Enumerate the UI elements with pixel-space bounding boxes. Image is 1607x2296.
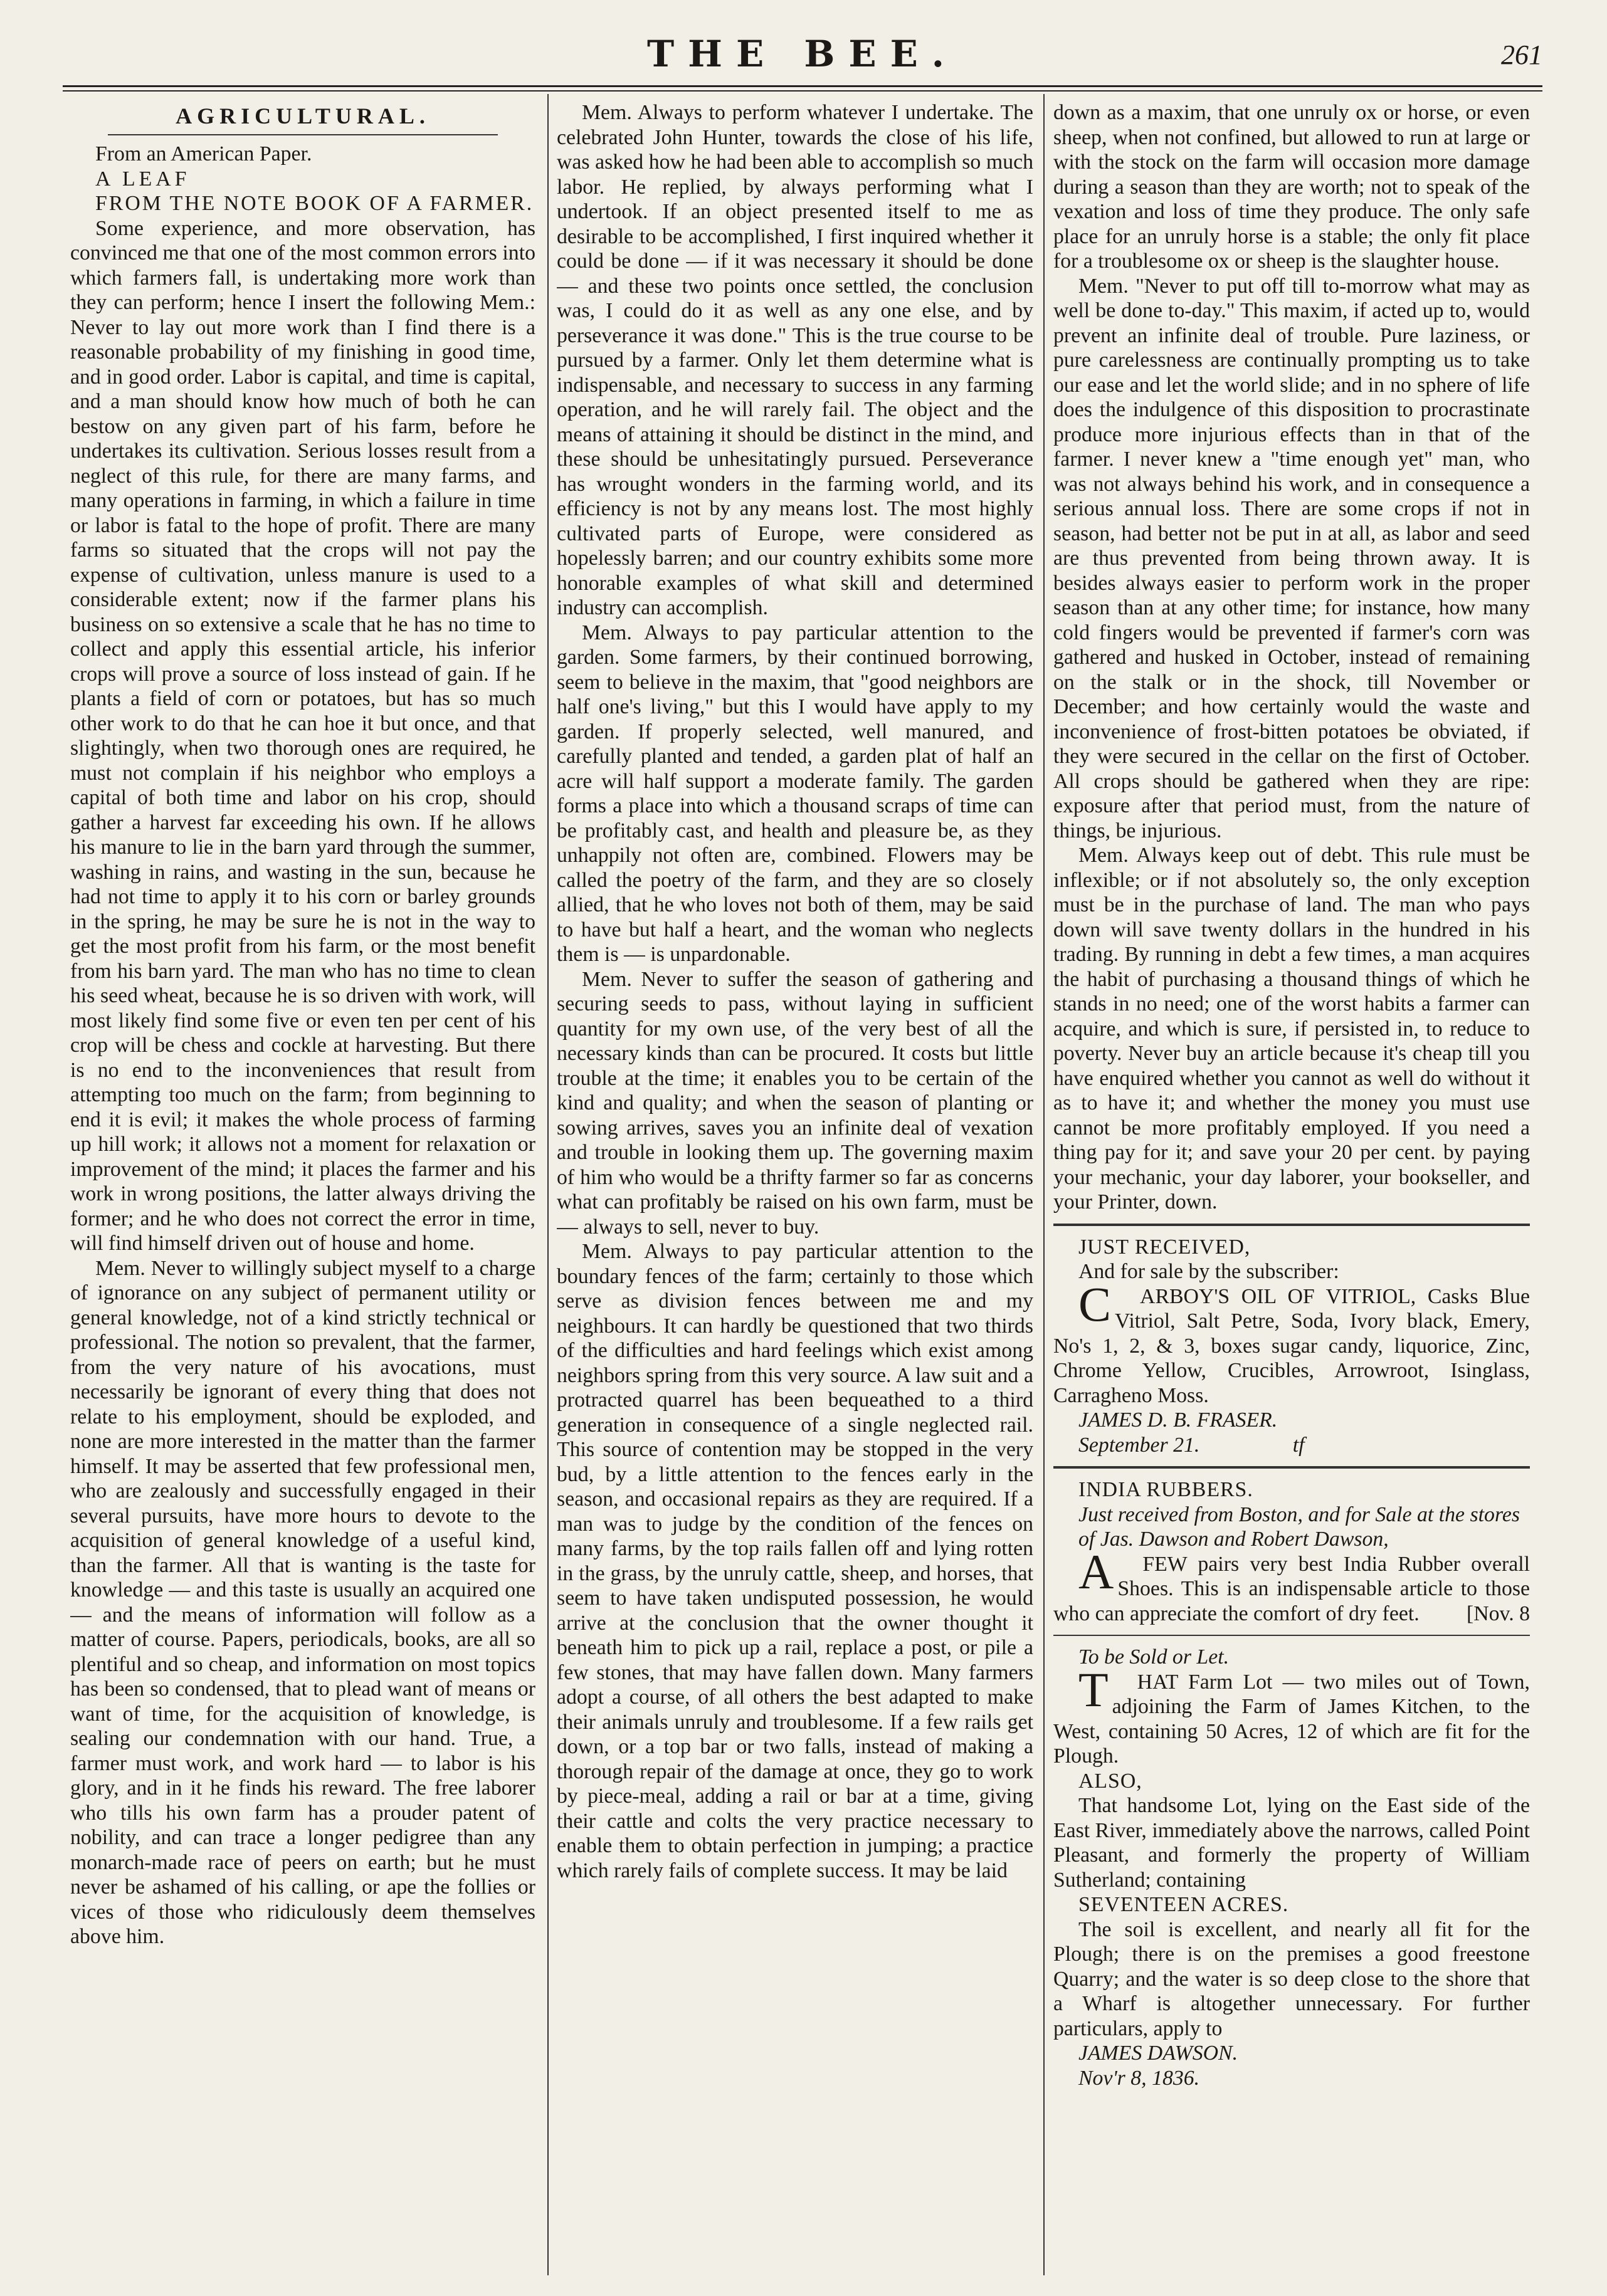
advertisement-vitriol	[1053, 1235, 1530, 1458]
ad-heading: To be Sold or Let.	[1078, 1645, 1230, 1669]
ad-body	[1053, 1662, 1530, 1769]
ad-acres: SEVENTEEN ACRES.	[1078, 1893, 1289, 1916]
article-paragraph: Mem. Never to willingly subject myself to a charge of ignorance on any subject of permanent utility or general knowledge, not of a kind strictly technical or professional. The notion so prevalent, that the farmer, from the very nature of his avocations, must necessarily be ignorant of every thing that does not relate to his employment, should be exploded, and none are more interested in the matter than the farmer himself. It may be asserted that few professional men, who are zealously and successfully engaged in their several pursuits, have more hours to devote to the acquisition of general knowledge of a useful kind, than the farmer. All that is wanting is the taste for knowledge — and this taste is usually an acquired one — and the means of information will follow as a matter of course. Papers, periodicals, books, are all so plentiful and so cheap, and information on most topics has been so condensed, that to plead want of means or want of time, for the acquisition of knowledge, is sealing our condemnation with our hand. True, a farmer must work, and work hard — to labor is his glory, and in it he finds his reward. The free laborer who tills his own farm has a prouder patent of nobility, and can trace a longer pedigree than any monarch-made race of peers on earth; but he must never be ashamed of his calling, or ape the follies or vices of those who ridiculously deem themselves above him.	[70, 1256, 535, 1948]
ad-signature: JAMES D. B. FRASER.	[1078, 1408, 1278, 1432]
advertisement-india-rubbers	[1053, 1477, 1530, 1626]
ad-date-text: September 21.	[1078, 1433, 1200, 1457]
ad-subheading: And for sale by the subscriber:	[1078, 1260, 1339, 1283]
page-number: 261	[1501, 39, 1542, 70]
header-rule-thin	[63, 90, 1542, 92]
ad-separator	[1053, 1224, 1530, 1226]
header-rule	[63, 85, 1542, 87]
article-source: From an American Paper.	[95, 142, 312, 165]
ad-separator	[1053, 1635, 1530, 1636]
article-paragraph: Mem. Always to pay particular attention to the boundary fences of the farm; certainly to those which serve as division fences between me and my neighbours. It can hardly be questioned that two thirds of the difficulties and hard feelings which exist among neighbors spring from this very source. A law suit and a protracted quarrel has been bequeathed to a third generation in consequence of a single neglected rail. This source of contention may be stopped in the very bud, by a little attention to the fences early in the season, and occasional repairs as they are required. If a man was to judge by the condition of the fences on many farms, by the top rails fallen off and lying rotten in the grass, by the unruly cattle, sheep, and horses, that seem to have taken undisputed possession, he would arrive at the conclusion that the owner thought it beneath him to pick up a rail, replace a post, or pile a few stones, that may have fallen down. Many farmers adopt a course, of all others the best adapted to make their animals unruly and troublesome. If a few rails get down, or a top bar or two falls, instead of making a thorough repair of the damage at once, they go to work by piece-meal, adding a rail or bar at a time, giving their cattle and colts the very practice necessary to enable them to obtain perfection in jumping; a practice which rarely fails of complete success. It may be laid	[557, 1240, 1033, 1882]
newspaper-title: THE BEE.	[647, 33, 958, 75]
article-subtitle: FROM THE NOTE BOOK OF A FARMER.	[95, 192, 534, 215]
ad-lead: ARBOY'S OIL OF VITRIOL, Casks	[1140, 1284, 1478, 1308]
column-3	[1053, 100, 1530, 2275]
article-paragraph: Mem. Never to suffer the season of gathering and securing seeds to pass, without laying in sufficient quantity for my own use, of the very best of all the necessary kinds than can be procured. It costs but little trouble at the time; it enables you to be certain of the kind and quality; and when the season of planting or sowing arrives, saves you an infinite deal of vexation and trouble in looking them up. The governing maxim of him who would be a thrifty farmer so far as concerns what can profitably be raised on his own farm, must be — always to sell, never to buy.	[557, 967, 1033, 1239]
section-title: AGRICULTURAL.	[176, 103, 430, 128]
article-paragraph: Mem. Always to perform whatever I undertake. The celebrated John Hunter, towards the close of his life, was asked how he had been able to accomplish so much labor. He replied, by always performing what I undertook. If an object presented itself to me as desirable to be accomplished, I first inquired whether it could be done — if it was necessary it should be done — and these two points once settled, the conclusion was, I could do it as well as any one else, and by perseverance it was done." This is the true course to be pursued by a farmer. Only let them determine what is indispensable, and necessary to success in any farming operation, and he will rarely fail. The object and the means of attaining it should be distinct in the mind, and these should be unhesitatingly pursued. Perseverance has wrought wonders in the farming world, and its efficiency is not by any means lost. The most highly cultivated parts of Europe, were considered as hopelessly barren; and our country exhibits some more honorable examples of what skill and determined industry can accomplish.	[557, 101, 1033, 619]
drop-cap: C	[1078, 1276, 1112, 1331]
ad-also: ALSO,	[1078, 1769, 1142, 1793]
ad-text: FEW pairs very best India Rubber overall Shoes. This is an indispensable article to those who can appreciate the comfort of dry feet.	[1053, 1552, 1530, 1625]
ad-body: The soil is excellent, and nearly all fit for the Plough; there is on the premises a good freestone Quarry; and the water is so deep close to the shore that a Wharf is altogether unnecessary. For further particulars, apply to	[1053, 1917, 1530, 2040]
section-rule	[108, 134, 498, 135]
ad-heading: INDIA RUBBERS.	[1078, 1478, 1253, 1501]
ad-date	[1053, 1433, 1530, 1458]
drop-cap: A	[1078, 1544, 1114, 1599]
column-divider	[547, 94, 549, 2275]
ad-tf: tf	[1292, 1433, 1305, 1457]
advertisement-farm-lot	[1053, 1645, 1530, 2090]
ad-subheading: Just received from Boston, and for Sale at the stores	[1078, 1502, 1520, 1526]
column-1	[70, 100, 535, 2275]
ad-text: Blue Vitriol, Salt Petre, Soda, Ivory black, Emery, No's 1, 2, & 3, boxes sugar candy, liquorice, Zinc, Chrome Yellow, Crucibles, Arrowroot, Isinglass, Carragheno Moss.	[1053, 1284, 1530, 1407]
ad-body: That handsome Lot, lying on the East side of the East River, immediately above the narrows, called Point Pleasant, and formerly the property of William Sutherland; containing	[1053, 1794, 1530, 1892]
drop-cap: T	[1078, 1662, 1109, 1717]
ad-date: [Nov. 8	[1466, 1601, 1530, 1625]
ad-text: HAT Farm Lot — two miles out of Town, adjoining the Farm of James Kitchen, to the West, containing 50 Acres, 12 of which are fit for the Plough.	[1053, 1670, 1530, 1768]
ad-body	[1053, 1276, 1530, 1408]
ad-body	[1053, 1544, 1530, 1627]
column-divider	[1043, 94, 1045, 2275]
article-paragraph: Mem. Always to pay particular attention to the garden. Some farmers, by their continued borrowing, seem to believe in the maxim, that "good neighbors are half one's living," but this I would have apply to my garden. If properly selected, well manured, and carefully planted and tended, a garden plat of half an acre will half support a moderate family. The garden forms a place into which a thousand scraps of time can be profitably cast, and health and pleasure be, as they unhappily not often are, combined. Flowers may be called the poetry of the farm, and they are so closely allied, that he who loves not both of them, may be said to have but half a heart, and the woman who neglects them is — is unpardonable.	[557, 621, 1033, 966]
article-paragraph: Mem. "Never to put off till to-morrow what may as well be done to-day." This maxim, if acted up to, would prevent an infinite deal of trouble. Pure laziness, or pure carelessness are continually prompting us to take our ease and let the world slide; and in no sphere of life does the indulgence of this disposition to procrastinate produce more injurious effects than in that of the farmer. I never knew a "time enough yet" man, who was not always behind his work, and in consequence a serious annual loss. There are some crops if not in season, had better not be put in at all, as labor and seed are thus prevented from being thrown away. It is besides always easier to perform work in the proper season than at any other time; for instance, how many cold fingers would be prevented if farmer's corn was gathered and husked in October, instead of remaining on the stalk or in the shock, till November or December; and how certainly would the waste and inconvenience of frost-bitten potatoes be obviated, if they were secured in the cellar on the first of October. All crops should be gathered when they are ripe: exposure after that period must, from the nature of things, be injurious.	[1053, 274, 1530, 842]
ad-subheading: of Jas. Dawson and Robert Dawson,	[1078, 1528, 1389, 1551]
ad-separator	[1053, 1466, 1530, 1469]
ad-heading: JUST RECEIVED,	[1078, 1235, 1251, 1259]
column-2	[557, 100, 1033, 2275]
article-paragraph: down as a maxim, that one unruly ox or horse, or even sheep, when not confined, but allowed to run at large or with the stock on the farm will occasion more damage during a season than they are worth; not to speak of the vexation and loss of time they produce. The only safe place for an unruly horse is a stable; the only fit place for a troublesome ox or sheep is the slaughter house.	[1053, 101, 1530, 273]
article-paragraph: Some experience, and more observation, has convinced me that one of the most common errors into which farmers fall, is undertaking more work than they can perform; hence I insert the following Mem.: Never to lay out more work than I find there is a reasonable probability of my finishing in good time, and in good order. Labor is capital, and time is capital, and a man should know how much of both he can bestow on any given part of his farm, before he undertakes its cultivation. Serious losses result from a neglect of this rule, for there are many farms, and many operations in farming, in which a failure in time or labor is fatal to the hope of profit. There are many farms so situated that the crops will not pay the expense of cultivation, unless manure is used to a considerable extent; now if the farmer plans his business on so extensive a scale that he has no time to collect and apply this essential article, his inferior crops will prove a source of loss instead of gain. If he plants a field of corn or potatoes, but has so much other work to do that he can hoe it but once, and that slightingly, when two thorough ones are required, he must not complain if his neighbor who employs a capital of both time and labor on his crop, should gather a harvest far exceeding his own. If he allows his manure to lie in the barn yard through the summer, washing in rains, and wasting in the sun, because he had not time to apply it to his corn or barley grounds in the spring, he may be sure he is not in the way to get the most profit from his farm, or the most benefit from his barn yard. The man who has no time to clean his seed wheat, because he is so driven with work, will most likely find some five or even ten per cent of his crop will be chess and cockle at harvesting. But there is no end to the inconveniences that result from attempting too much on the farm; from beginning to end it is evil; it makes the whole process of farming up hill work; it allows not a moment for relaxation or improvement of the mind; it places the farmer and his work in wrong positions, the latter always driving the former; and he who does not correct the error in time, will find himself driven out of house and home.	[70, 216, 535, 1255]
article-title: A LEAF	[95, 167, 191, 191]
masthead	[63, 33, 1542, 85]
article-paragraph: Mem. Always keep out of debt. This rule must be inflexible; or if not absolutely so, the only exception must be in the purchase of land. The man who pays down will save twenty dollars in the hundred in his trading. By running in debt a few times, a man acquires the habit of purchasing a thousand things of which he stands in no need; one of the worst habits a farmer can acquire, and which is sure, if persisted in, to reduce to poverty. Never buy an article because it's cheap till you have enquired whether you cannot as well do without it as to have it; and whether the money you must use cannot be more profitably employed. If you need a thing pay for it; and save your 20 per cent. by paying your mechanic, your day laborer, your bookseller, and your Printer, down.	[1053, 844, 1530, 1214]
ad-signature: JAMES DAWSON.	[1078, 2042, 1238, 2065]
ad-date: Nov'r 8, 1836.	[1078, 2066, 1200, 2090]
